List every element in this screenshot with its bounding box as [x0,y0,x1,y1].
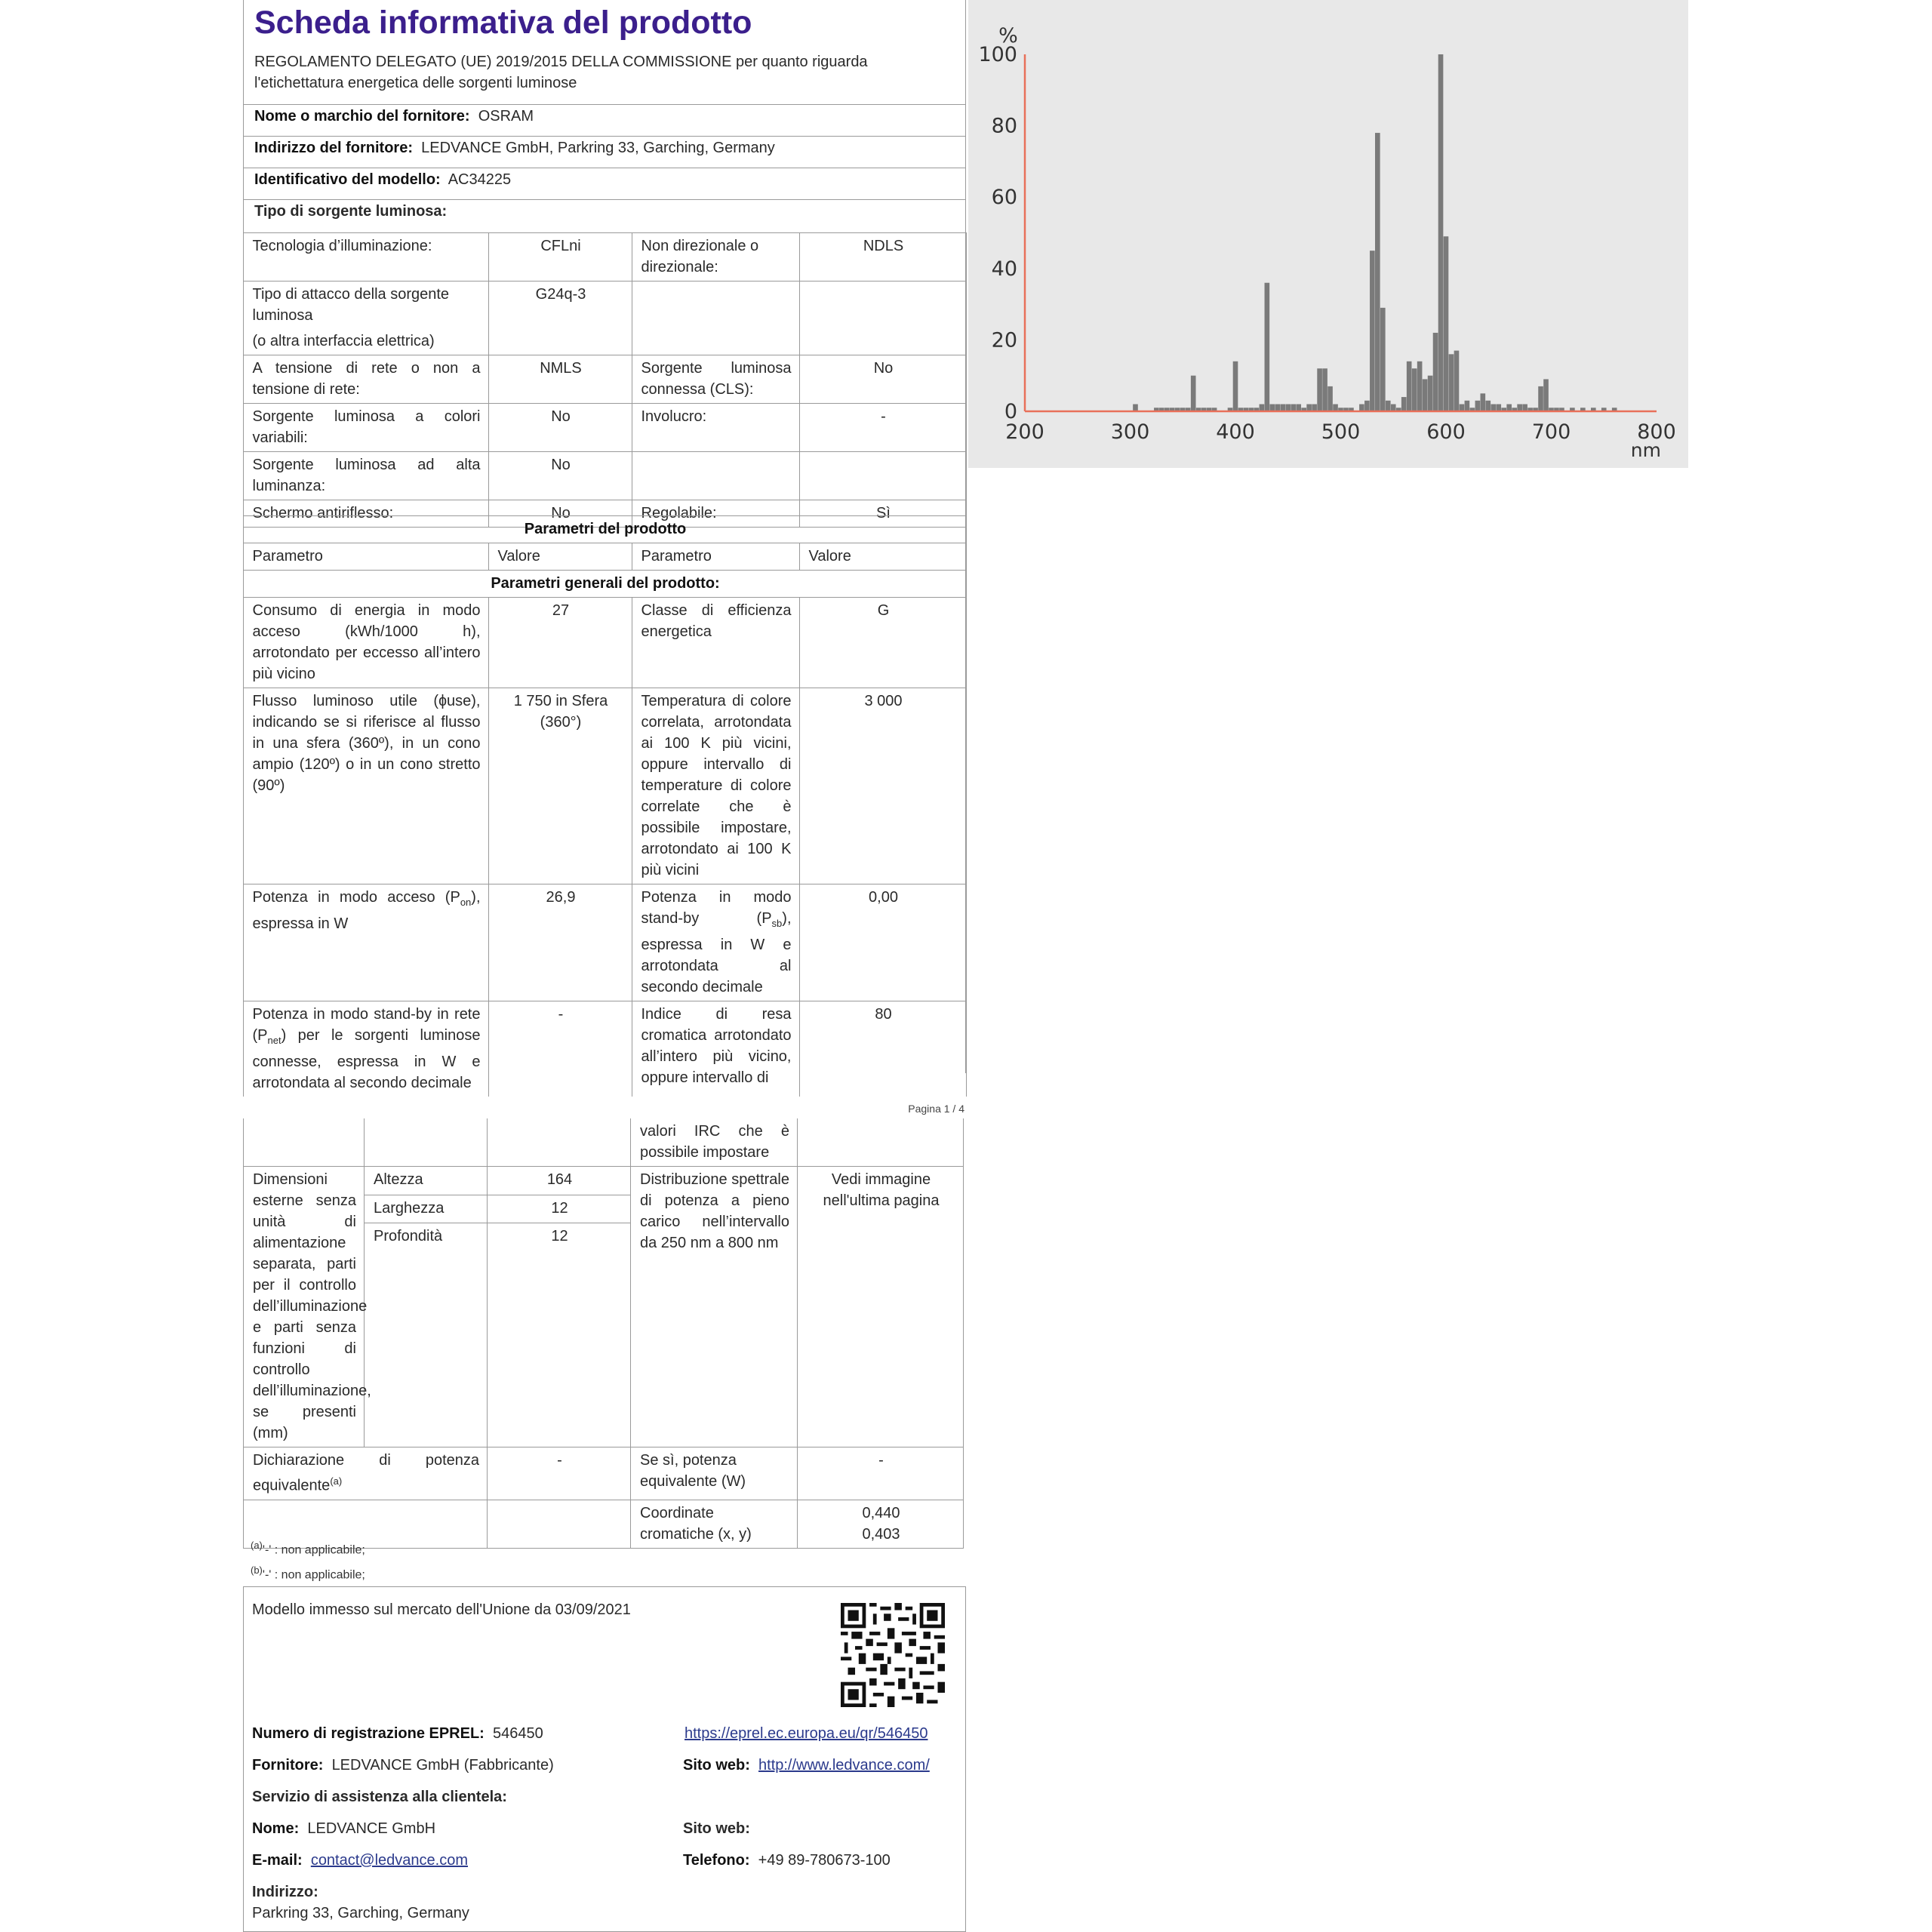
column-header: Parametro [632,543,799,571]
page2-table [243,1118,964,1549]
spectrum-bar [1522,405,1527,411]
y-tick-label: 60 [991,186,1017,210]
type-value: G24q-3 [488,281,632,355]
param-label: Indice di resa cromatica arrotondato all’intero più vicino, oppure intervallo di [632,1001,799,1097]
spectrum-bar [1391,405,1396,411]
supplier-name-row: Nome o marchio del fornitore: OSRAM [254,108,534,125]
column-header: Valore [488,543,632,571]
equivalent-power-label: Dichiarazione di potenza equivalente$^{(a)}$ [244,1447,488,1500]
dimension-value: 12 [488,1223,631,1447]
eprel-link[interactable]: https://eprel.ec.europa.eu/qr/546450 [685,1725,928,1742]
model-id-row: Identificativo del modello: AC34225 [254,171,512,188]
param-value: 1 750 in Sfera (360°) [488,688,632,884]
type-value: CFLni [488,233,632,281]
spectrum-bar [1317,368,1322,411]
spectrum-bar [1322,368,1327,411]
spectrum-bar [1375,133,1380,411]
spectrum-bar [1454,351,1460,411]
x-axis-label: nm [1630,439,1661,461]
equivalent-watt-value: - [798,1447,964,1500]
spectrum-bar [1538,386,1543,411]
address-label: Indirizzo: [252,1884,318,1900]
supplier-address-row: Indirizzo del fornitore: LEDVANCE GmbH, Parkring 33, Garching, Germany [254,140,775,156]
website-link[interactable]: http://www.ledvance.com/ [758,1757,930,1774]
parameters-table [243,515,967,1097]
spectrum-bar [1359,405,1364,411]
param-label: Flusso luminoso utile (ɸuse), indicando se si riferisce al flusso in una sfera (360º), in un cono ampio (120º) o in un cono stretto (90º) [243,688,488,884]
spectrum-bar [1275,405,1280,411]
type-value [799,452,966,500]
footnote-b: $^{(b)}$'-' : non applicabile; [251,1564,365,1582]
qr-code-icon [841,1603,945,1707]
type-label: Regolabile: [632,500,799,528]
param-value: G [799,598,966,688]
type-label: Sorgente luminosa ad alta luminanza: [243,452,488,500]
dimension-name: Profondità [365,1223,488,1447]
spectrum-bar [1333,405,1338,411]
parameters-section-title: Parametri del prodotto [243,516,966,543]
param-value: 0,00 [799,884,966,1001]
spectrum-bar [1412,368,1417,411]
type-label: A tensione di rete o non a tensione di rete: [243,355,488,404]
type-value: No [488,500,632,528]
eprel-registration: Numero di registrazione EPREL: 546450 [252,1725,543,1742]
param-value: 27 [488,598,632,688]
x-tick-label: 800 [1637,420,1676,444]
spectrum-bar [1260,405,1265,411]
spectrum-bar [1233,361,1238,411]
customer-service-heading: Servizio di assistenza alla clientela: [252,1789,507,1805]
spectrum-bar [1285,405,1291,411]
supplier-row: Fornitore: LEDVANCE GmbH (Fabbricante) [252,1757,554,1774]
spectrum-bar [1386,401,1391,411]
spectrum-bar [1438,54,1444,411]
spectrum-bar [1423,379,1428,411]
dimensions-label: Dimensioni esterne senza unità di alimentazione separata, parti per il controllo dell’illuminazione e parti senza funzioni di controllo dell’illuminazione, se presenti (mm) [244,1167,365,1447]
param-value: 26,9 [488,884,632,1001]
type-value: No [799,355,966,404]
service-name-row: Nome: LEDVANCE GmbH [252,1820,436,1837]
page-title: Scheda informativa del prodotto [254,5,752,41]
type-label: Sorgente luminosa a colori variabili: [243,404,488,452]
y-tick-label: 0 [1004,400,1017,423]
param-label: Consumo di energia in modo acceso (kWh/1000 h), arrotondato per eccesso all’intero più vicino [243,598,488,688]
spectrum-bar [1191,376,1196,411]
param-value: 80 [799,1001,966,1097]
param-label: Potenza in modo stand-by $(P_{sb})$, espressa in W e arrotondata al secondo decimale [632,884,799,1001]
spectrum-bar [1364,401,1370,411]
spectrum-bar [1465,401,1470,411]
x-tick-label: 200 [1005,420,1044,444]
param-label: Temperatura di colore correlata, arrotondata ai 100 K più vicini, oppure intervallo di temperature di colore correlate che è possibile impostare, arrotondato ai 100 K più vicini [632,688,799,884]
type-value: NMLS [488,355,632,404]
x-tick-label: 400 [1216,420,1255,444]
email-row: E-mail: contact@ledvance.com [252,1852,468,1869]
spectrum-bar [1265,283,1270,411]
dimension-name: Altezza [365,1167,488,1195]
spectrum-bar [1291,405,1296,411]
dimension-name: Larghezza [365,1195,488,1223]
y-tick-label: 80 [991,114,1017,138]
market-date: Modello immesso sul mercato dell'Unione da 03/09/2021 [252,1601,631,1618]
column-header: Valore [799,543,966,571]
dimension-value: 12 [488,1195,631,1223]
phone-row: Telefono: +49 89-780673-100 [683,1852,891,1869]
spectrum-bar [1380,308,1386,411]
spectrum-bar [1449,354,1454,411]
spd-value: Vedi immagine nell'ultima pagina [798,1167,964,1447]
spectrum-bar [1327,386,1333,411]
type-label: Tecnologia d’illuminazione: [243,233,488,281]
spectrum-bar [1401,397,1407,411]
spectrum-bar [1370,251,1375,411]
spectrum-bar [1296,405,1301,411]
param-label: Classe di efficienza energetica [632,598,799,688]
eprel-info-block [243,1586,966,1932]
spectrum-bar [1475,401,1481,411]
x-tick-label: 300 [1110,420,1150,444]
type-value: No [488,404,632,452]
type-label: Schermo antiriflesso: [243,500,488,528]
spectrum-bar [1133,405,1138,411]
x-tick-label: 700 [1531,420,1571,444]
spd-label: Distribuzione spettrale di potenza a pieno carico nell’intervallo da 250 nm a 800 nm [631,1167,798,1447]
spectrum-bar [1433,333,1438,411]
param-value: 3 000 [799,688,966,884]
y-tick-label: 100 [978,43,1017,66]
page-number: Pagina 1 / 4 [908,1103,964,1115]
email-link[interactable]: contact@ledvance.com [310,1852,468,1869]
param-value: - [488,1001,632,1097]
website-row: Sito web: http://www.ledvance.com/ [683,1757,930,1774]
spectrum-bar [1280,405,1285,411]
dimension-value: 164 [488,1167,631,1195]
address-value: Parkring 33, Garching, Germany [252,1905,469,1921]
spectrum-bar [1417,361,1423,411]
light-source-type-heading: Tipo di sorgente luminosa: [254,203,448,220]
equivalent-power-value: - [488,1447,631,1500]
spectrum-bar [1543,379,1549,411]
y-tick-label: 20 [991,328,1017,352]
type-value: No [488,452,632,500]
spectrum-bar [1506,405,1512,411]
page-1 [243,0,966,1091]
spectrum-bar [1491,405,1496,411]
spectrum-bar [1407,361,1412,411]
type-label [632,452,799,500]
type-value: - [799,404,966,452]
type-value [799,281,966,355]
y-tick-label: 40 [991,257,1017,281]
spectrum-bar [1517,405,1522,411]
spectrum-bar [1312,405,1317,411]
spectrum-chart [968,0,1688,468]
spectrum-bar [1444,236,1449,411]
type-label: Non direzionale o direzionale: [632,233,799,281]
service-website-label: Sito web: [683,1820,750,1837]
spectrum-bar [1485,401,1491,411]
spectrum-bar [1306,405,1312,411]
spectrum-bar [1496,405,1501,411]
param-label: Potenza in modo stand-by in rete $(P_{net})$ per le sorgenti luminose connesse, espressa in W e arrotondata al secondo decimale [243,1001,488,1097]
column-header: Parametro [243,543,488,571]
x-tick-label: 600 [1426,420,1466,444]
type-value: NDLS [799,233,966,281]
spectrum-bar [1270,405,1275,411]
footnote-a: $^{(a)}$'-' : non applicabile; [251,1540,365,1557]
regulation-text: REGOLAMENTO DELEGATO (UE) 2019/2015 DELLA COMMISSIONE per quanto riguarda l'etichettatura energetica delle sorgenti luminose [254,54,868,91]
general-params-title: Parametri generali del prodotto: [243,571,966,598]
type-label: Sorgente luminosa connessa (CLS): [632,355,799,404]
spectrum-bar [1460,405,1465,411]
type-label [632,281,799,355]
type-value: Sì [799,500,966,528]
spectrum-chart-panel [968,0,1688,468]
type-table [243,232,967,528]
cri-continuation: valori IRC che è possibile impostare [631,1118,798,1167]
equivalent-watt-label: Se sì, potenza equivalente (W) [631,1447,798,1500]
chromaticity-value: 0,440 0,403 [798,1500,964,1548]
x-tick-label: 500 [1321,420,1361,444]
y-axis-label: % [998,24,1018,48]
spectrum-bar [1481,393,1486,411]
param-label: Potenza in modo acceso $(P_{on})$, espressa in W [243,884,488,1001]
spectrum-bar [1428,376,1433,411]
type-label: Involucro: [632,404,799,452]
chromaticity-label: Coordinate cromatiche (x, y) [631,1500,798,1548]
type-label: Tipo di attacco della sorgente luminosa (o altra interfaccia elettrica) [243,281,488,355]
